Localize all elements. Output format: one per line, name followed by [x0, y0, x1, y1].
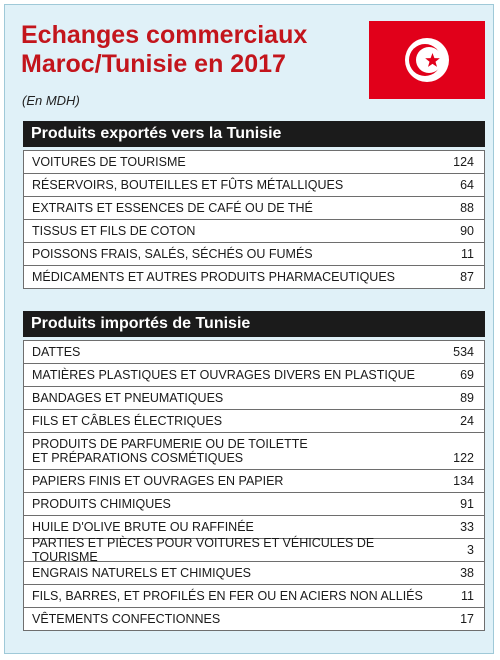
table-row	[23, 561, 485, 585]
table-row	[23, 219, 485, 243]
table-row	[23, 469, 485, 493]
row-label: EXTRAITS ET ESSENCES DE CAFÉ OU DE THÉ	[32, 201, 313, 215]
table-row	[23, 492, 485, 516]
table-row	[23, 584, 485, 608]
row-value: 90	[460, 224, 474, 238]
row-label: MATIÈRES PLASTIQUES ET OUVRAGES DIVERS EN PLASTIQUE	[32, 368, 415, 382]
unit-subtitle: (En MDH)	[22, 93, 80, 108]
row-label: VOITURES DE TOURISME	[32, 155, 186, 169]
row-value: 124	[453, 155, 474, 169]
table-row	[23, 173, 485, 197]
row-value: 11	[461, 589, 474, 603]
row-value: 3	[467, 543, 474, 557]
row-value: 64	[460, 178, 474, 192]
imports-table	[23, 340, 485, 631]
row-label: BANDAGES ET PNEUMATIQUES	[32, 391, 224, 405]
row-value: 24	[460, 414, 474, 428]
imports-section	[23, 311, 485, 631]
page-title: Echanges commerciaux Maroc/Tunisie en 2017	[21, 21, 308, 78]
row-label: RÉSERVOIRS, BOUTEILLES ET FÛTS MÉTALLIQUES	[32, 178, 344, 192]
row-value: 122	[453, 451, 474, 465]
row-label: VÊTEMENTS CONFECTIONNES	[32, 612, 221, 626]
infographic-card	[4, 4, 494, 654]
table-row	[23, 150, 485, 174]
row-label: PRODUITS CHIMIQUES	[32, 497, 171, 511]
table-row	[23, 386, 485, 410]
row-label: ENGRAIS NATURELS ET CHIMIQUES	[32, 566, 252, 580]
row-value: 87	[460, 270, 474, 284]
exports-section	[23, 121, 485, 289]
row-label: TISSUS ET FILS DE COTON	[32, 224, 196, 238]
row-label: MÉDICAMENTS ET AUTRES PRODUITS PHARMACEUTIQUES	[32, 270, 396, 284]
row-label: PARTIES ET PIÈCES POUR VOITURES ET VÉHICULES DE TOURISME	[32, 536, 375, 564]
table-row	[23, 340, 485, 364]
row-label: FILS ET CÂBLES ÉLECTRIQUES	[32, 414, 223, 428]
row-value: 11	[461, 247, 474, 261]
row-value: 534	[453, 345, 474, 359]
row-value: 17	[460, 612, 474, 626]
table-row	[23, 409, 485, 433]
row-label: PRODUITS DE PARFUMERIE OU DE TOILETTE ET PRÉPARATIONS COSMÉTIQUES	[32, 437, 308, 465]
row-value: 33	[460, 520, 474, 534]
exports-section-title: Produits exportés vers la Tunisie	[23, 121, 485, 147]
row-value: 91	[460, 497, 474, 511]
imports-section-title: Produits importés de Tunisie	[23, 311, 485, 337]
row-label: FILS, BARRES, ET PROFILÉS EN FER OU EN ACIERS NON ALLIÉS	[32, 589, 423, 603]
row-value: 89	[460, 391, 474, 405]
row-label: DATTES	[32, 345, 81, 359]
table-row	[23, 265, 485, 289]
table-row	[23, 196, 485, 220]
row-value: 134	[453, 474, 474, 488]
table-row	[23, 432, 485, 470]
table-row	[23, 242, 485, 266]
tunisia-flag-icon	[369, 21, 485, 99]
row-label: POISSONS FRAIS, SALÉS, SÉCHÉS OU FUMÉS	[32, 247, 313, 261]
row-label: HUILE D'OLIVE BRUTE OU RAFFINÉE	[32, 520, 254, 534]
table-row	[23, 607, 485, 631]
table-row	[23, 363, 485, 387]
exports-table	[23, 150, 485, 289]
row-label: PAPIERS FINIS ET OUVRAGES EN PAPIER	[32, 474, 284, 488]
row-value: 88	[460, 201, 474, 215]
table-row	[23, 538, 485, 562]
row-value: 38	[460, 566, 474, 580]
row-value: 69	[460, 368, 474, 382]
